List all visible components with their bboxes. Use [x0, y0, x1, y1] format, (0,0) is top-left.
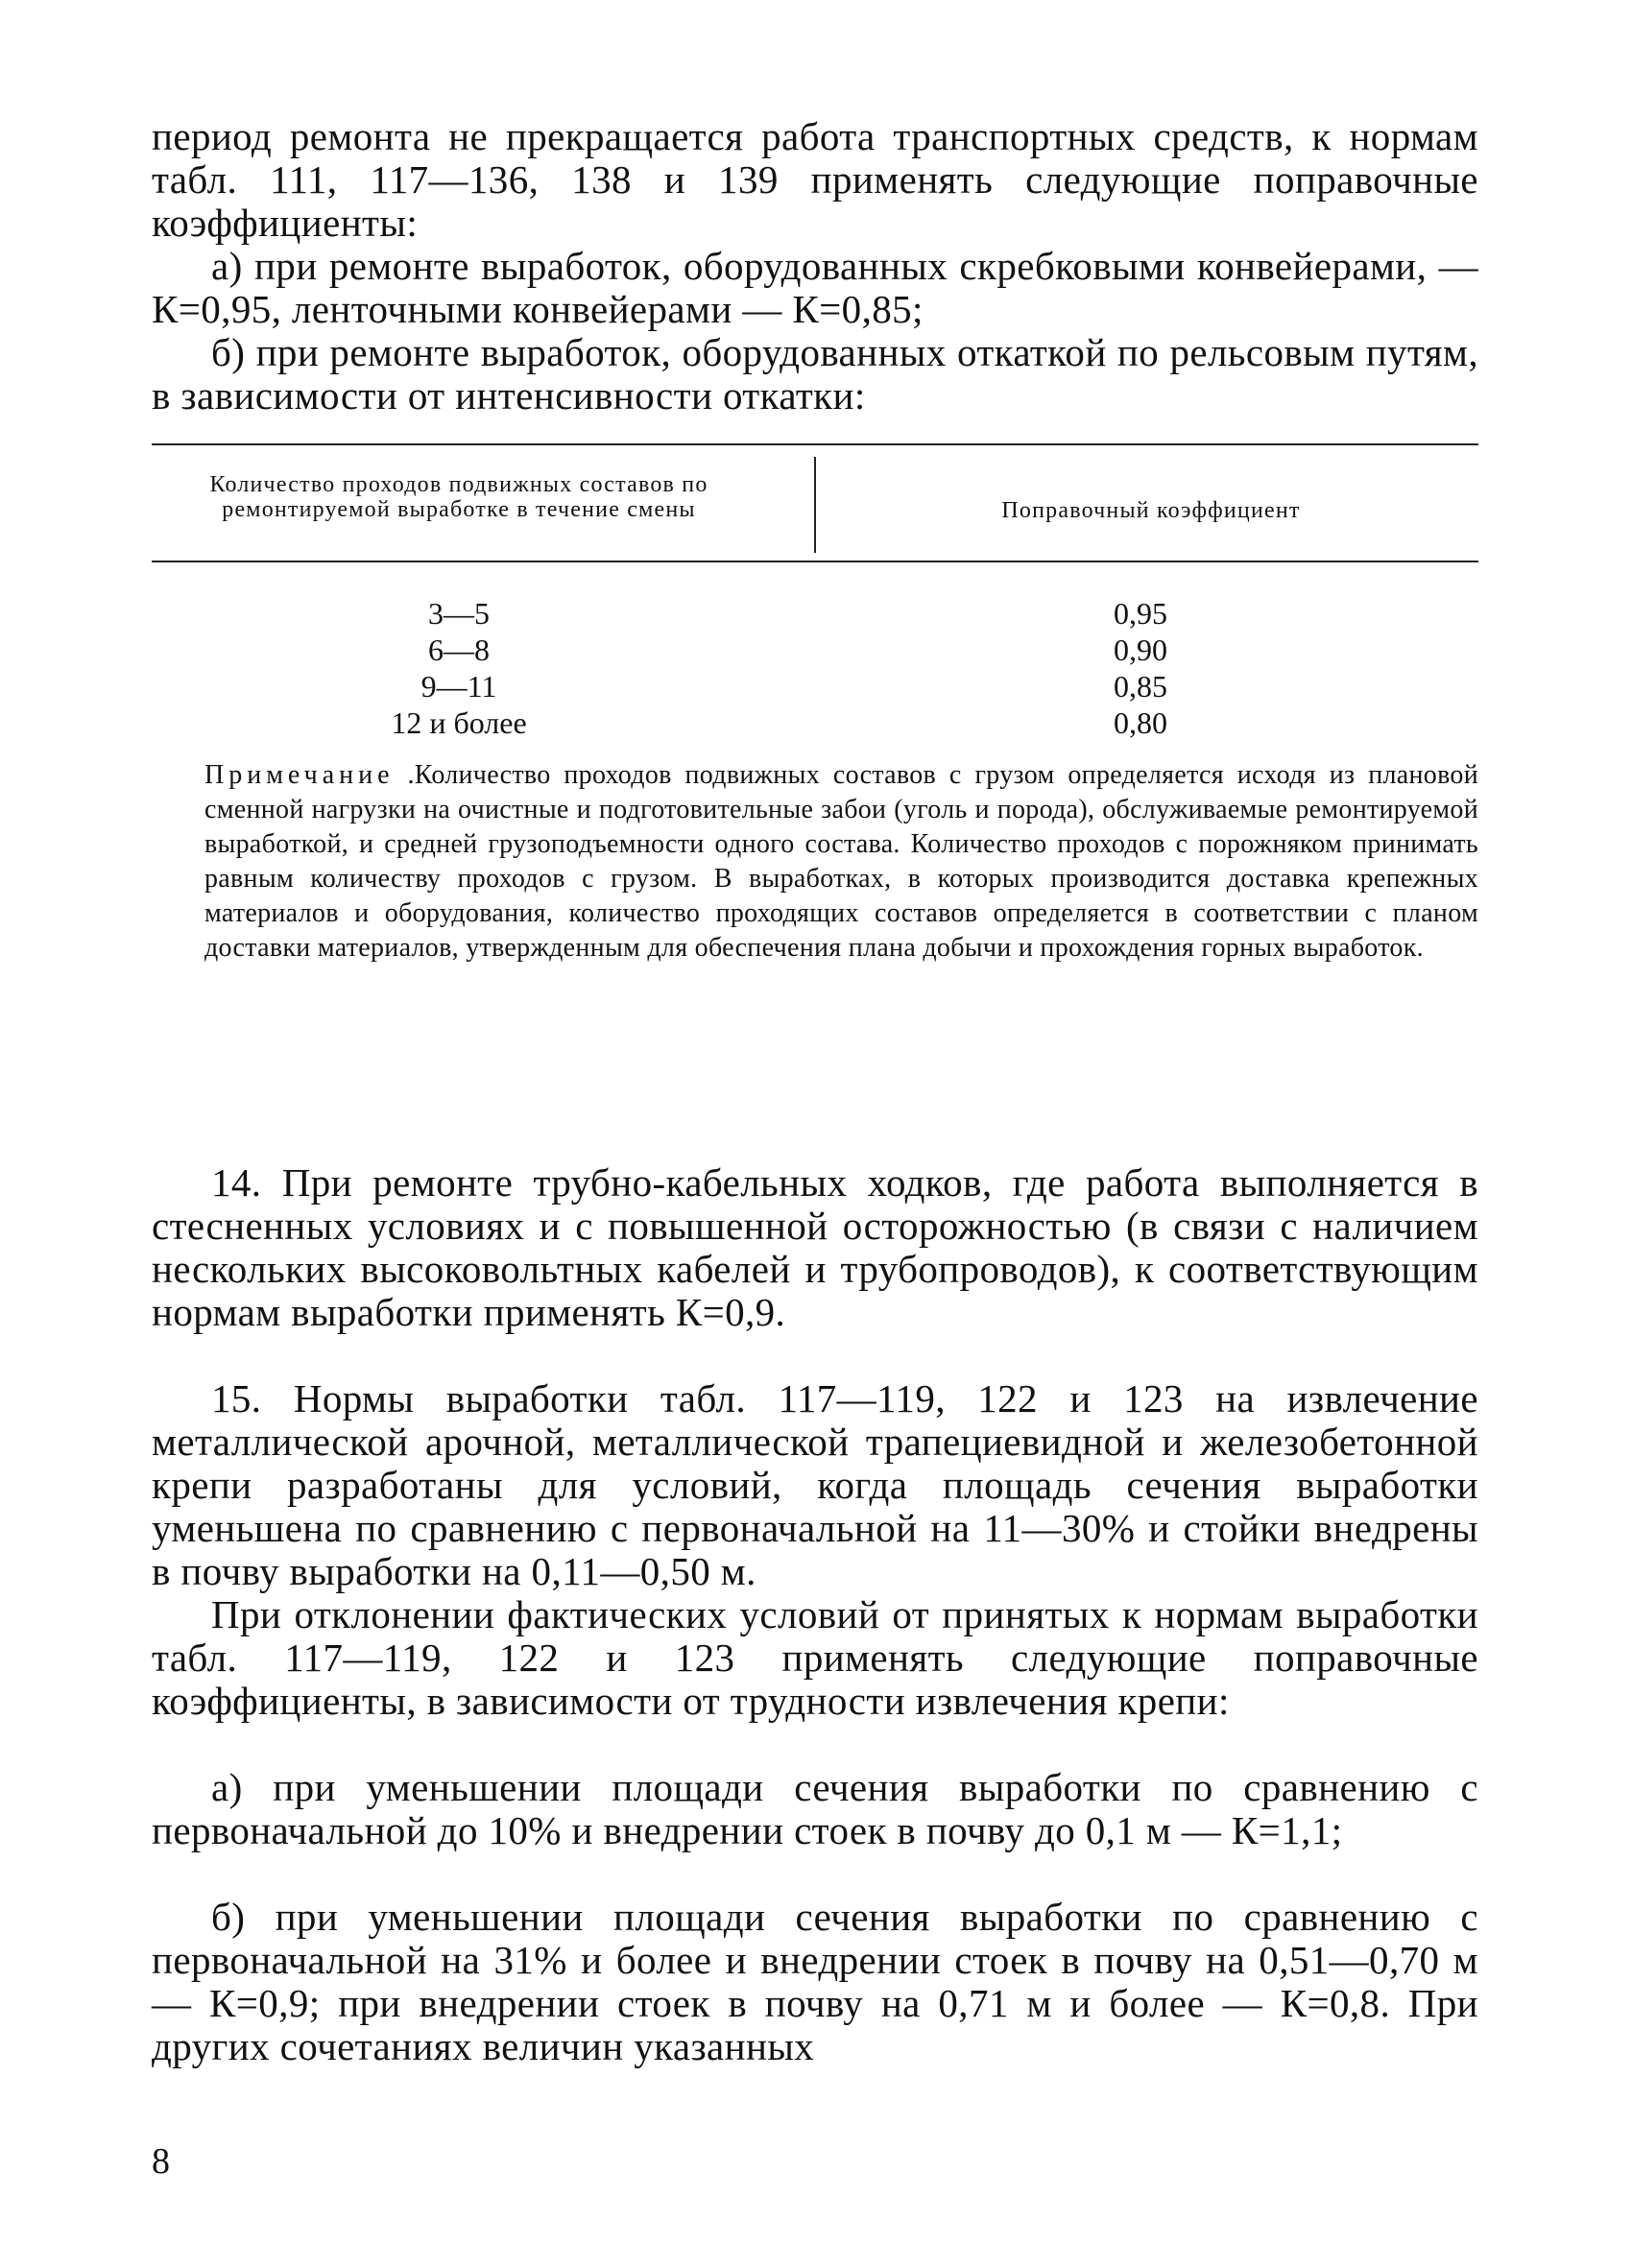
note-label: Примечание: [204, 760, 395, 790]
table-cell-coefficient: 0,90: [1114, 633, 1167, 667]
paragraph-15: 15. Нормы выработки табл. 117—119, 122 и 123 на извлечение металлической арочной, металлической трапециевидной и железобетонной крепи разработаны для условий, когда площадь сечения выработки уменьшена по сравнению с первоначальной на 11—30% и стойки внедрены в почву выработки на 0,11—0,50 м.: [152, 1376, 1478, 1593]
table-header-passes: Количество проходов подвижных составов по ремонтируемой выработке в течение смены: [209, 472, 708, 522]
table-cell-passes: 6—8: [428, 633, 490, 667]
table-column-coefficient: [996, 595, 1284, 741]
paragraph-14: 14. При ремонте трубно-кабельных ходков, где работа выполняется в стесненных условиях и с повышенной осторожностью (в связи с наличием нескольких высоковольтных кабелей и трубопроводов), к соответствующим нормам выработки применять К=0,9.: [152, 1160, 1478, 1334]
table-note: [204, 758, 1478, 966]
table-column-passes: [315, 595, 603, 741]
paragraph-item-b: б) при ремонте выработок, оборудованных откаткой по рельсовым путям, в зависимости от интенсивности откатки:: [152, 330, 1478, 418]
page-number: 8: [152, 2141, 170, 2182]
table-cell-coefficient: 0,80: [1114, 705, 1167, 740]
table-cell-coefficient: 0,95: [1114, 596, 1167, 631]
paragraph-item-a: а) при ремонте выработок, оборудованных скребковыми конвейерами, — К=0,95, ленточными конвейерами — К=0,85;: [152, 244, 1478, 331]
table-cell-passes: 12 и более: [391, 705, 527, 740]
correction-coefficient-table: [152, 443, 1478, 743]
paragraph-deviation-b: б) при уменьшении площади сечения выработки по сравнению с первоначальной на 31% и более и внедрении стоек в почву на 0,51—0,70 м — К=0,9; при внедрении стоек в почву на 0,71 м и более — К=0,8. При других сочетаниях величин указанных: [152, 1895, 1478, 2068]
table-top-rule: [152, 443, 1478, 445]
table-cell-passes: 9—11: [420, 669, 497, 704]
table-cell-passes: 3—5: [428, 596, 490, 631]
table-header-coefficient: Поправочный коэффициент: [1001, 498, 1301, 523]
paragraph-intro: период ремонта не прекращается работа транспортных средств, к нормам табл. 111, 117—136, 138 и 139 применять следующие поправочные коэффициенты:: [152, 114, 1478, 245]
table-cell-coefficient: 0,85: [1114, 669, 1167, 704]
note-text: .Количество проходов подвижных составов с грузом определяется исходя из плановой сменной нагрузки на очистные и подготовительные забои (уголь и порода), обслуживаемые ремонтируемой выработкой, и средней грузоподъемности одного состава. Количество проходов с порожняком принимать равным количеству проходов с грузом. В выработках, в которых производится доставка крепежных материалов и оборудования, количество проходящих составов определяется в соответствии с планом доставки материалов, утвержденным для обеспечения плана добычи и прохождения горных выработок.: [204, 760, 1478, 963]
paragraph-deviation: При отклонении фактических условий от принятых к нормам выработки табл. 117—119, 122 и 123 применять следующие поправочные коэффициенты, в зависимости от трудности извлечения крепи:: [152, 1592, 1478, 1723]
table-column-divider: [814, 457, 816, 553]
paragraph-deviation-a: а) при уменьшении площади сечения выработки по сравнению с первоначальной до 10% и внедрении стоек в почву до 0,1 м — К=1,1;: [152, 1765, 1478, 1852]
table-header-rule: [152, 561, 1478, 562]
